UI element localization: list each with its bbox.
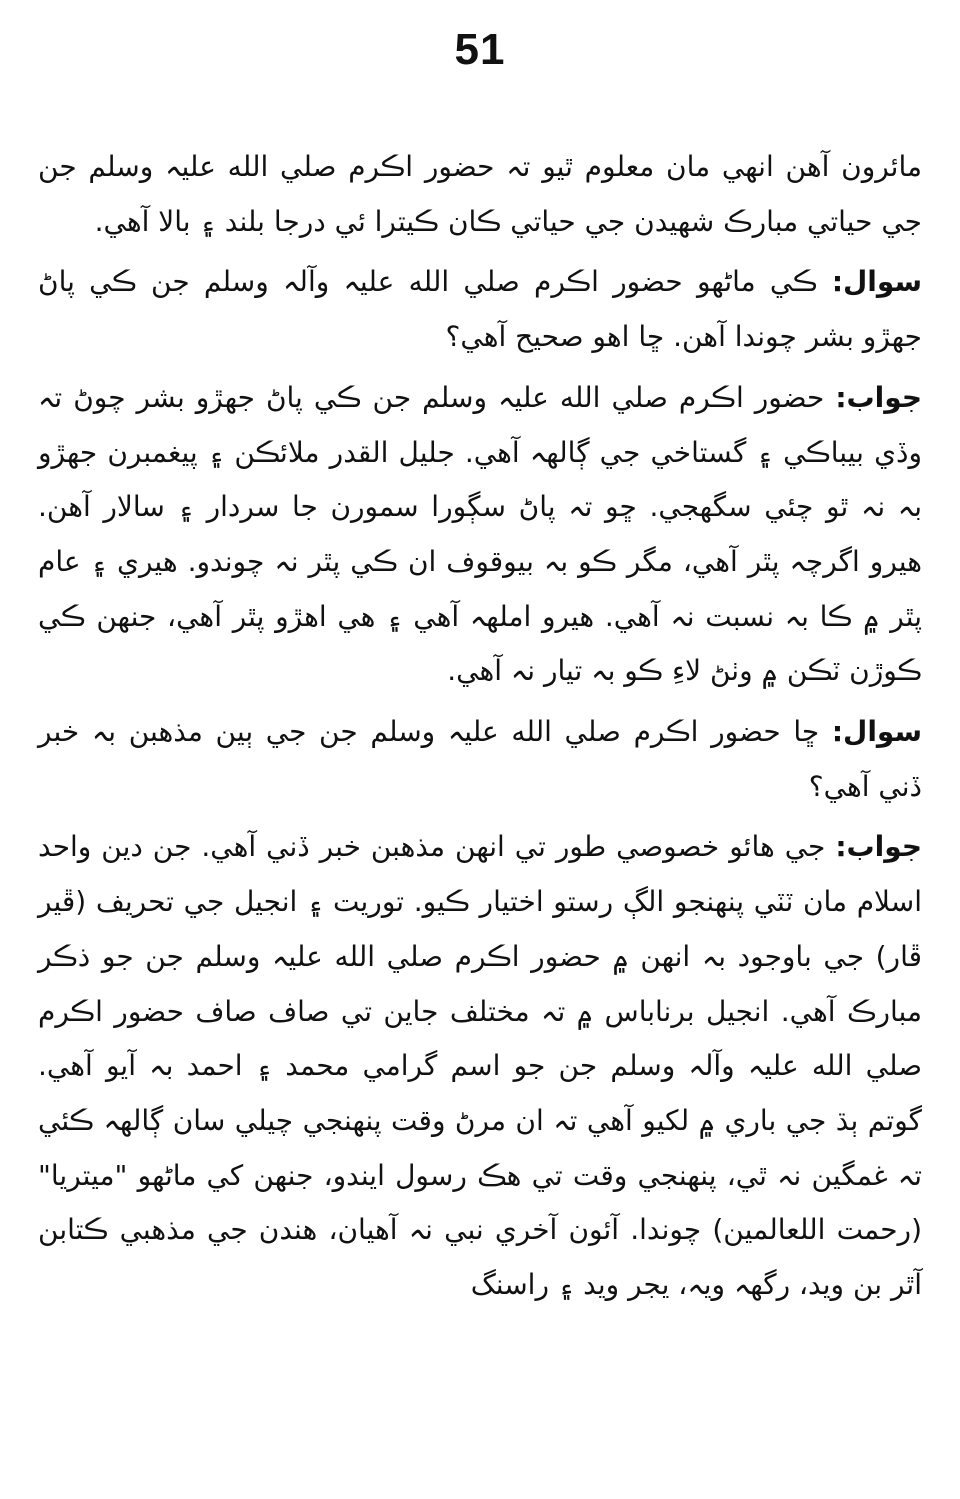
paragraph-text: حضور اڪرم صلي الله عليہ وسلم جن ڪي پاڻ جهڙو بشر چوڻ تہ وڏي بيباڪي ۽ گستاخي جي ڳالهہ آهي. جليل القدر ملائڪن ۽ پيغمبرن جهڙو بہ نہ ٿو چئي سگهجي. ڇو تہ پاڻ سڳورا سمورن جا سردار ۽ سالار آهن. هيرو اگرچہ پٿر آهي، مگر ڪو بہ بيوقوف ان ڪي پٿر نہ چوندو. هيري ۽ عام پٿر ۾ ڪا بہ نسبت نہ آهي. هيرو املهہ آهي ۽ هي اهڙو پٿر آهي، جنهن ڪي ڪوڙن ٽڪن ۾ وٺڻ لاءِ ڪو بہ تيار نہ آهي. <box>38 380 922 688</box>
paragraph-question-1 <box>38 255 922 364</box>
body-text <box>38 140 922 1313</box>
page-number: 51 <box>454 25 506 74</box>
paragraph-text: ڇا حضور اڪرم صلي الله عليہ وسلم جن جي ٻين مذهبن بہ خبر ڏني آهي؟ <box>38 715 922 803</box>
question-label: سوال: <box>831 265 922 299</box>
paragraph-text: ڪي ماڻهو حضور اڪرم صلي الله عليہ وآلہ وسلم جن ڪي پاڻ جهڙو بشر چوندا آهن. ڇا اهو صحيح آهي؟ <box>38 265 922 354</box>
paragraph-text: جي هائو خصوصي طور تي انهن مذهبن خبر ڏني آهي. جن دين واحد اسلام مان ٽٽي پنهنجو الڳ رستو اختيار ڪيو. توريت ۽ انجيل جي تحريف (ڦير ڦار) جي باوجود بہ انهن ۾ حضور اڪرم صلي الله عليہ وسلم جن جو ذڪر مبارڪ آهي. انجيل برناباس ۾ تہ مختلف جاين تي صاف صاف حضور اڪرم صلي الله عليہ وآلہ وسلم جن جو اسم گرامي محمد ۽ احمد بہ آيو آهي. گوتم ٻڌ جي باري ۾ لکيو آهي تہ ان مرڻ وقت پنهنجي چيلي سان ڳالهہ ڪئي تہ غمگين نہ ٿي، پنهنجي وقت تي هڪ رسول ايندو، جنهن کي ماڻهو "ميتريا" (رحمت اللعالمين) چوندا. آئون آخري نبي نہ آهيان، هندن جي مذهبي ڪتابن آٿر بن ويد، رگهہ ويہ، يجر ويد ۽ راسنگ <box>38 830 922 1302</box>
answer-label: جواب: <box>835 380 923 414</box>
paragraph-intro <box>38 140 922 249</box>
paragraph-answer-1 <box>38 371 922 699</box>
answer-label: جواب: <box>835 830 922 864</box>
paragraph-answer-2 <box>38 820 922 1312</box>
paragraph-text: مائرون آهن انهي مان معلوم ٿيو تہ حضور اڪرم صلي الله عليہ وسلم جن جي حياتي مبارڪ شهيدن جي حياتي ڪان ڪيترا ئي درجا بلند ۽ بالا آهي. <box>38 150 922 238</box>
question-label: سوال: <box>831 715 923 749</box>
paragraph-question-2 <box>38 705 922 814</box>
